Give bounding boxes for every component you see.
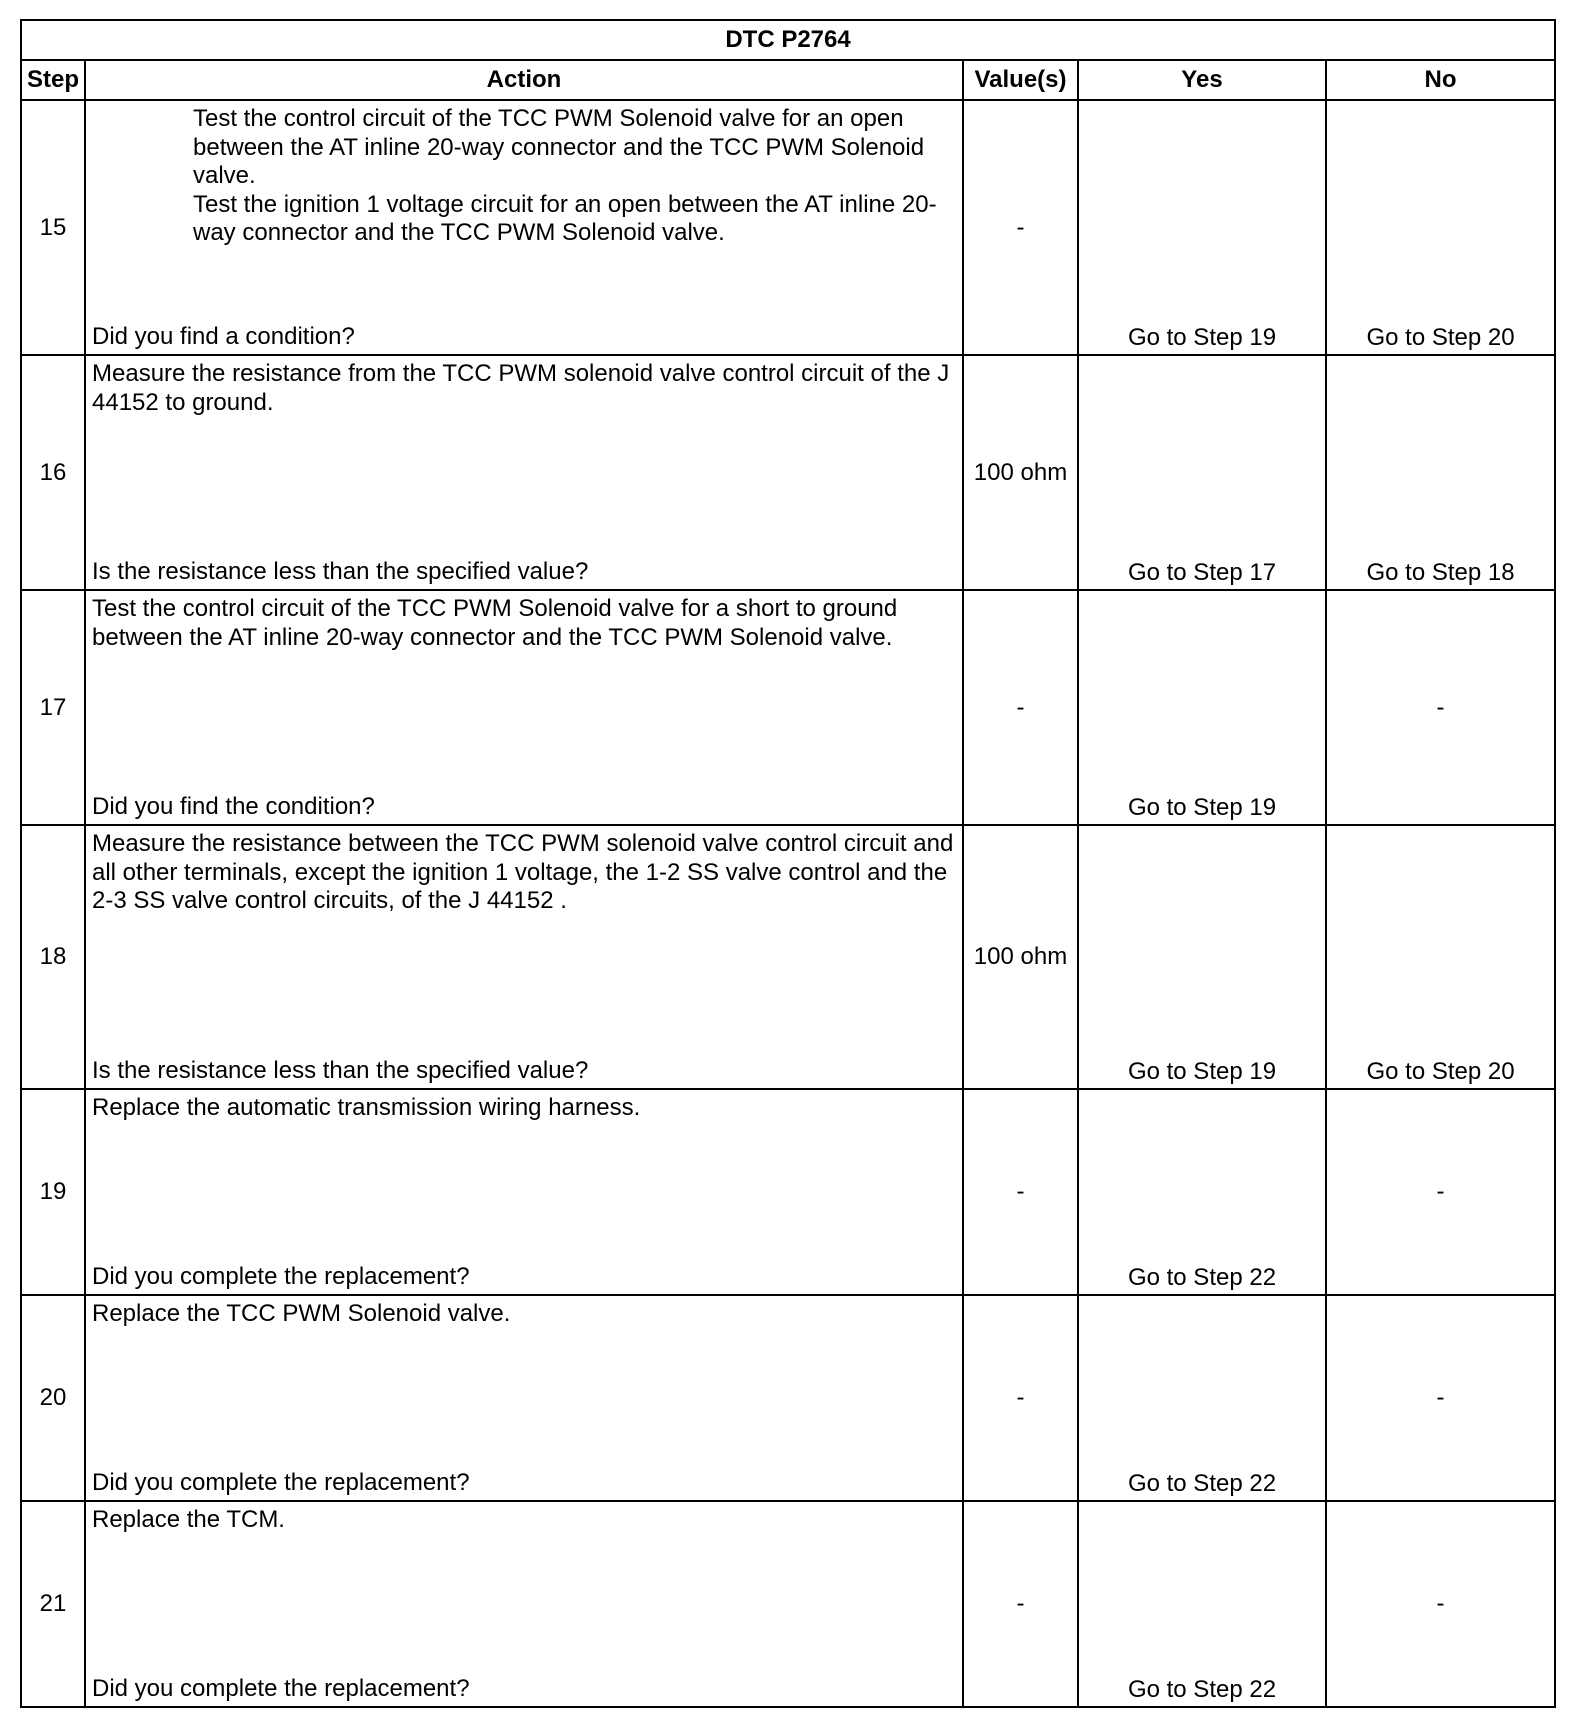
yes-link: Go to Step 22 [1127, 1676, 1277, 1703]
dtc-table [20, 19, 1556, 1708]
no-cell [1326, 355, 1555, 590]
action-text: Test the control circuit of the TCC PWM Solenoid valve for a short to ground between the AT inline 20-way connector and the TCC PWM Solenoid valve. [92, 595, 898, 651]
action-cell [85, 1295, 963, 1501]
yes-link: Go to Step 19 [1127, 1058, 1277, 1085]
table-row [21, 1295, 1555, 1501]
action-cell [85, 1089, 963, 1295]
action-cell [85, 1501, 963, 1707]
value-cell: - [963, 100, 1078, 355]
yes-link: Go to Step 19 [1127, 794, 1277, 821]
action-text: Replace the TCC PWM Solenoid valve. [92, 1300, 511, 1327]
action-question: Did you complete the replacement? [92, 1674, 470, 1702]
no-cell: - [1326, 590, 1555, 825]
action-question: Is the resistance less than the specified value? [92, 557, 589, 585]
yes-link: Go to Step 17 [1127, 559, 1277, 586]
table-row [21, 1501, 1555, 1707]
yes-cell [1078, 1295, 1326, 1501]
step-number: 15 [21, 100, 85, 355]
no-link: Go to Step 20 [1366, 324, 1515, 351]
header-values: Value(s) [963, 60, 1078, 100]
table-row [21, 355, 1555, 590]
table-row [21, 1089, 1555, 1295]
action-text: Replace the automatic transmission wiring harness. [92, 1094, 641, 1121]
header-no: No [1326, 60, 1555, 100]
yes-link: Go to Step 22 [1127, 1264, 1277, 1291]
header-step: Step [21, 60, 85, 100]
yes-cell [1078, 1501, 1326, 1707]
yes-link: Go to Step 19 [1127, 324, 1277, 351]
action-cell [85, 100, 963, 355]
header-action: Action [85, 60, 963, 100]
action-text: Test the control circuit of the TCC PWM Solenoid valve for an open between the AT inline 20-way connector and the TCC PWM Solenoid valve. [193, 105, 925, 189]
action-cell [85, 355, 963, 590]
no-cell: - [1326, 1295, 1555, 1501]
action-text: Test the ignition 1 voltage circuit for an open between the AT inline 20-way connector and the TCC PWM Solenoid valve. [193, 190, 937, 246]
action-cell [85, 590, 963, 825]
table-row [21, 825, 1555, 1089]
action-text: Measure the resistance between the TCC PWM solenoid valve control circuit and all other terminals, except the ignition 1 voltage, the 1-2 SS valve control and the 2-3 SS valve control circuits, of the J 44152 . [92, 830, 954, 914]
table-row [21, 100, 1555, 355]
step-number: 17 [21, 590, 85, 825]
table-title: DTC P2764 [21, 20, 1555, 60]
action-question: Did you complete the replacement? [92, 1262, 470, 1290]
yes-cell [1078, 355, 1326, 590]
no-cell: - [1326, 1501, 1555, 1707]
header-yes: Yes [1078, 60, 1326, 100]
value-cell: - [963, 590, 1078, 825]
step-number: 16 [21, 355, 85, 590]
action-cell [85, 825, 963, 1089]
no-cell: - [1326, 1089, 1555, 1295]
yes-cell [1078, 825, 1326, 1089]
step-number: 18 [21, 825, 85, 1089]
value-cell: - [963, 1295, 1078, 1501]
yes-cell [1078, 100, 1326, 355]
yes-cell [1078, 1089, 1326, 1295]
value-cell: - [963, 1089, 1078, 1295]
action-text: Replace the TCM. [92, 1506, 285, 1533]
yes-link: Go to Step 22 [1127, 1470, 1277, 1497]
no-cell [1326, 100, 1555, 355]
action-text: Measure the resistance from the TCC PWM solenoid valve control circuit of the J 44152 to ground. [92, 360, 950, 416]
action-question: Did you complete the replacement? [92, 1468, 470, 1496]
no-link: Go to Step 18 [1366, 559, 1515, 586]
action-question: Did you find a condition? [92, 322, 355, 350]
yes-cell [1078, 590, 1326, 825]
step-number: 21 [21, 1501, 85, 1707]
value-cell: 100 ohm [963, 825, 1078, 1089]
value-cell: - [963, 1501, 1078, 1707]
no-cell [1326, 825, 1555, 1089]
action-question: Is the resistance less than the specified value? [92, 1056, 589, 1084]
table-row [21, 590, 1555, 825]
action-question: Did you find the condition? [92, 792, 375, 820]
header-row [21, 60, 1555, 100]
step-number: 19 [21, 1089, 85, 1295]
no-link: Go to Step 20 [1366, 1058, 1515, 1085]
value-cell: 100 ohm [963, 355, 1078, 590]
step-number: 20 [21, 1295, 85, 1501]
